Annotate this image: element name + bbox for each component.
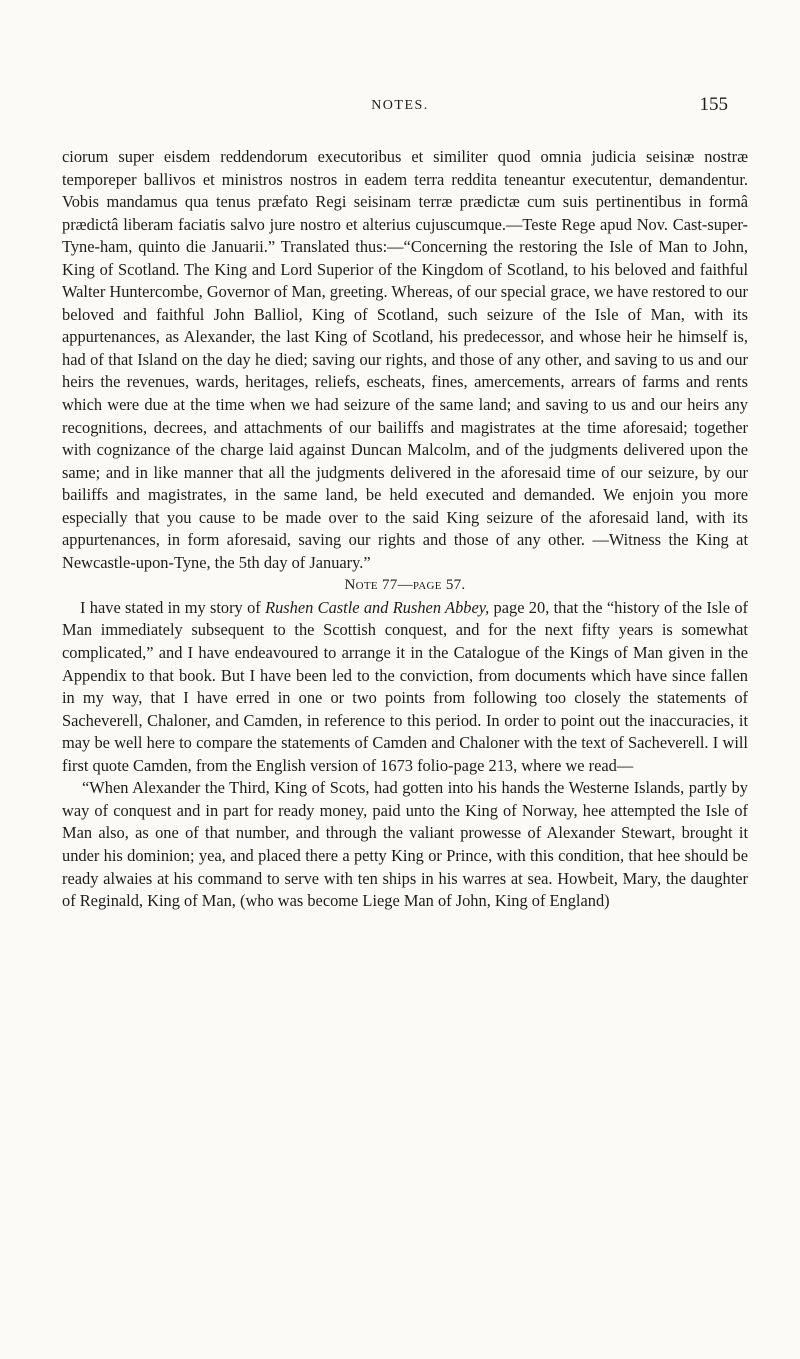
note-heading: Note 77—page 57. (344, 577, 466, 594)
running-title: NOTES. (371, 98, 429, 113)
paragraph-history (62, 597, 748, 777)
paragraph-history-rest: page 20, that the “history of the Isle of Man immediately subsequent to the Scottish conquest, and for the next fifty years is somewhat complicated,” and I have endeavoured to arrange it in the Catalogue of the Kings of Man given in the Appendix to that book. But I have been led to the conviction, from documents which have since fallen in my way, that I have erred in one or two points from following too closely the statements of Sacheverell, Chaloner, and Camden, in reference to this period. In order to point out the inaccuracies, it may be well here to compare the statements of Camden and Chaloner with the text of Sacheverell. I will first quote Camden, from the English version of 1673 folio-page 213, where we read— (62, 597, 748, 775)
running-head (0, 94, 800, 124)
paragraph-charter-translation: ciorum super eisdem reddendorum executoribus et similiter quod omnia judicia seisinæ nostræ temporeper ballivos et ministros nostros in eadem terra reddita teneantur executentur, demandentur. Vobis mandamus qua tenus præfato Regi seisinam terræ prædictæ cum suis pertinentibus in formâ prædictâ liberam faciatis salvo jure nostro et alterius cujuscumque.—Teste Rege apud Nov. Cast-super-Tyne-ham, quinto die Januarii.” Translated thus:—“Concerning the restoring the Isle of Man to John, King of Scotland. The King and Lord Superior of the Kingdom of Scotland, to his beloved and faithful Walter Huntercombe, Governor of Man, greeting. Whereas, of our special grace, we have restored to our beloved and faithful John Balliol, King of Scotland, such seizure of the Isle of Man, with its appurtenances, as Alexander, the last King of Scotland, his predecessor, and whose heir he himself is, had of that Island on the day he died; saving our rights, and those of any other, and saving to us and our heirs the revenues, wards, heritages, reliefs, escheats, fines, amercements, arrears of farms and rents which were due at the time when we had seizure of the same land; and saving to us and our heirs any recognitions, decrees, and attachments of our bailiffs and magistrates at the time aforesaid; together with cognizance of the charge laid against Duncan Malcolm, and of the judgments delivered upon the same; and in like manner that all the judgments delivered in the aforesaid time of our seizure, by our bailiffs and magistrates, in the same land, be held executed and demanded. We enjoin you more especially that you cause to be made over to the said King seizure of the aforesaid land, with its appurtenances, in form aforesaid, saving our rights and those of any other. —Witness the King at Newcastle-upon-Tyne, the 5th day of January.” (62, 147, 748, 572)
book-title: Rushen Castle and Rushen Abbey, (265, 597, 490, 617)
body-text (62, 146, 748, 913)
page-number: 155 (699, 94, 728, 115)
camden-quote: “When Alexander the Third, King of Scots, had gotten into his hands the Westerne Islands, partly by way of conquest and in part for ready money, paid unto the King of Norway, hee attempted the Isle of Man also, as one of that number, and through the valiant prowesse of Alexander Stewart, brought it under his dominion; yea, and placed there a petty King or Prince, with this condition, that hee should be ready alwaies at his command to serve with ten ships in his warres at sea. Howbeit, Mary, the daughter of Reginald, King of Man, (who was become Liege Man of John, King of England) (62, 778, 748, 911)
paragraph-history-start: I have stated in my story of (80, 597, 266, 617)
